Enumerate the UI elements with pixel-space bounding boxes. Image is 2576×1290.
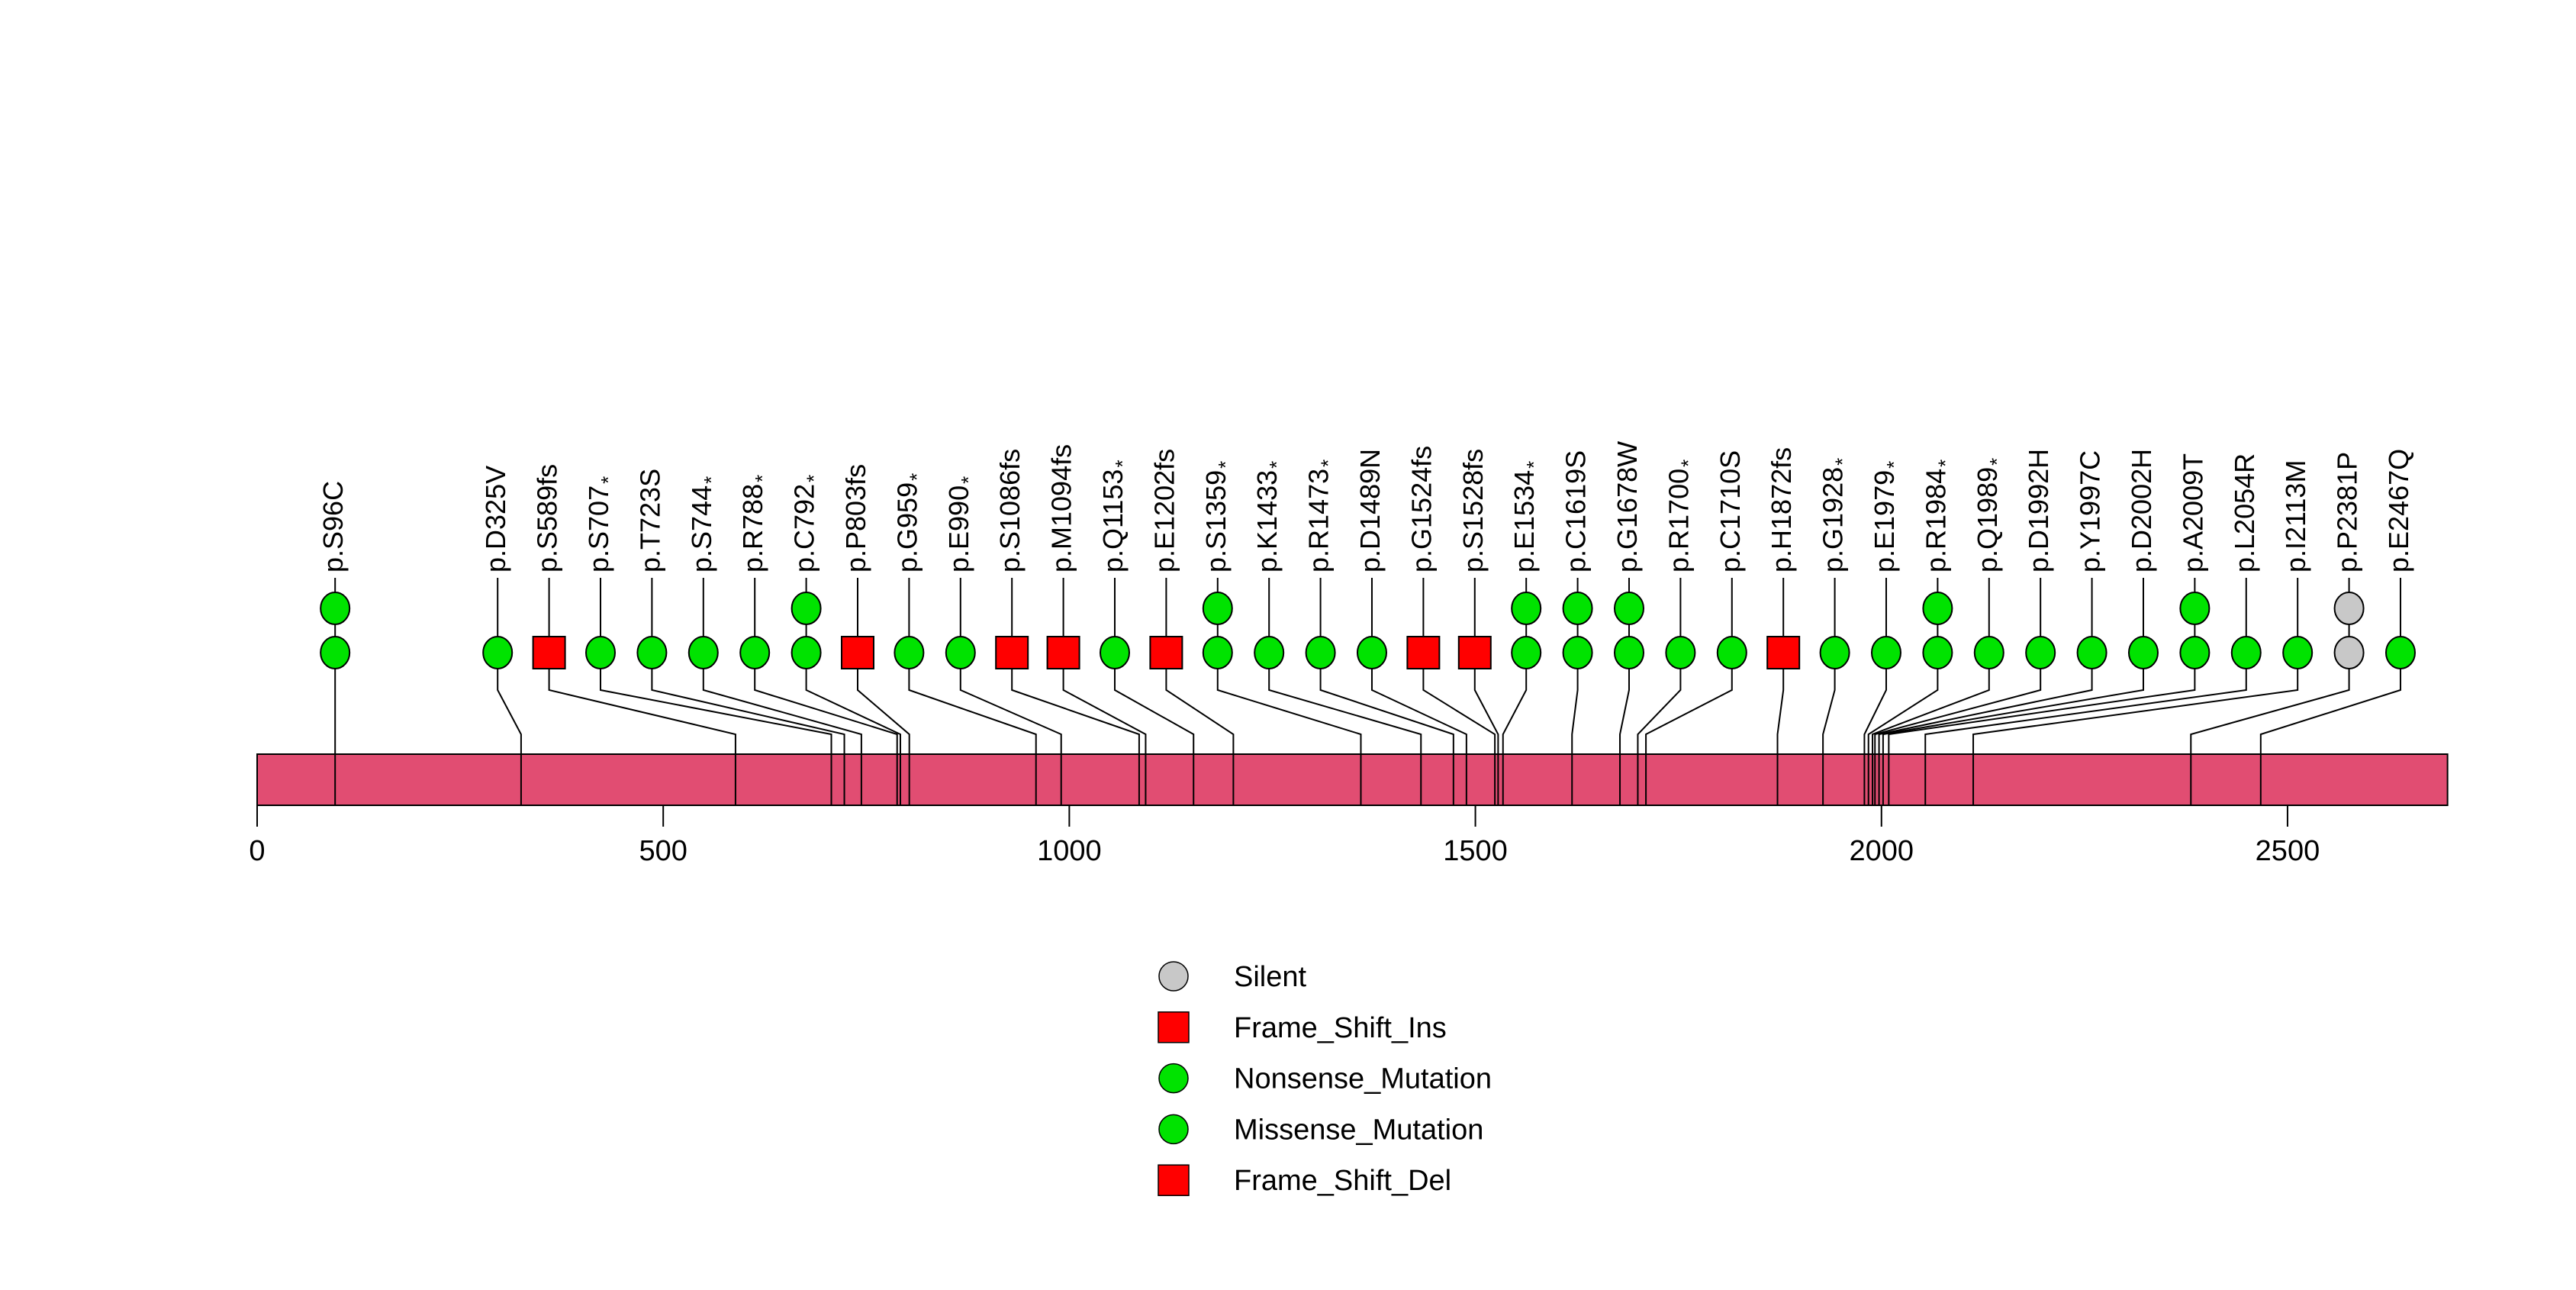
mutation-label: p.S1528fs	[1457, 448, 1489, 572]
mutation-label: p.E2467Q	[2382, 448, 2414, 572]
mutation-label: p.D325V	[480, 465, 512, 572]
mutation-label: $p.E1534_*$	[1509, 460, 1546, 572]
mutation-label: $p.R1700_*$	[1663, 459, 1700, 572]
legend-label: Missense_Mutation	[1234, 1114, 1484, 1146]
mutation-label: p.H1872fs	[1766, 447, 1798, 572]
axis-tick-label: 1000	[1037, 835, 1102, 867]
mutation-label: p.P803fs	[839, 463, 871, 572]
mutation-label: $p.E990_*$	[942, 476, 980, 572]
mutation-label: $p.R1984_*$	[1920, 459, 1957, 572]
mutation-marker-square	[1407, 637, 1439, 669]
mutation-label: p.S589fs	[531, 463, 563, 572]
mutation-marker-circle	[1615, 592, 1644, 624]
mutation-marker-circle	[1563, 592, 1592, 624]
mutation-marker-circle	[1203, 637, 1232, 669]
mutation-marker-square	[842, 637, 874, 669]
mutation-marker-circle	[1975, 637, 2004, 669]
mutation-marker-circle	[1512, 592, 1541, 624]
axis-tick-label: 0	[249, 835, 266, 867]
mutation-marker-circle	[2335, 592, 2364, 624]
mutation-label: p.S96C	[317, 480, 349, 572]
mutation-marker-circle	[1306, 637, 1335, 669]
mutation-label: $p.E1979_*$	[1868, 460, 1905, 572]
mutation-marker-circle	[1872, 637, 1901, 669]
mutation-label: $p.Q1153_*$	[1096, 460, 1134, 572]
legend-label: Frame_Shift_Ins	[1234, 1011, 1447, 1044]
mutation-label: p.D1489N	[1354, 448, 1386, 572]
mutation-marker-circle	[2386, 637, 2415, 669]
mutation-label: p.D2002H	[2125, 448, 2157, 572]
axis-tick-label: 2000	[1849, 835, 1914, 867]
mutation-label: p.C1710S	[1714, 450, 1746, 572]
legend-missense_mutation-icon	[1159, 1114, 1188, 1143]
legend-frame_shift_del-icon	[1158, 1165, 1189, 1195]
mutation-marker-circle	[1923, 592, 1952, 624]
axis-tick-label: 500	[639, 835, 687, 867]
mutation-label: $p.C792_*$	[788, 474, 826, 572]
mutation-label: p.G1524fs	[1406, 445, 1438, 572]
mutation-label: p.G1678W	[1611, 440, 1643, 572]
protein-bar	[257, 754, 2448, 805]
mutation-label: p.P2381P	[2331, 451, 2363, 572]
axis-tick-label: 1500	[1443, 835, 1508, 867]
mutation-marker-square	[1048, 637, 1080, 669]
legend-label: Nonsense_Mutation	[1234, 1063, 1492, 1095]
legend-silent-icon	[1159, 962, 1188, 991]
mutation-label: $p.S1359_*$	[1199, 460, 1237, 572]
mutation-marker-circle	[320, 592, 349, 624]
mutation-marker-circle	[1821, 637, 1850, 669]
mutation-marker-circle	[2335, 637, 2364, 669]
mutation-marker-circle	[1512, 637, 1541, 669]
mutation-marker-circle	[740, 637, 769, 669]
mutation-marker-circle	[2180, 637, 2209, 669]
mutation-marker-circle	[1615, 637, 1644, 669]
legend-label: Silent	[1234, 961, 1307, 993]
mutation-label: p.Y1997C	[2074, 450, 2106, 572]
mutation-marker-circle	[1203, 592, 1232, 624]
mutation-label: p.S1086fs	[994, 448, 1026, 572]
mutation-marker-circle	[2129, 637, 2158, 669]
mutation-marker-circle	[1357, 637, 1386, 669]
mutation-marker-circle	[792, 592, 821, 624]
mutation-marker-circle	[2026, 637, 2055, 669]
legend-frame_shift_ins-icon	[1158, 1012, 1189, 1043]
mutation-label: $p.K1433_*$	[1251, 460, 1289, 572]
mutation-marker-circle	[2283, 637, 2312, 669]
mutation-marker-circle	[586, 637, 615, 669]
mutation-marker-square	[1150, 637, 1182, 669]
mutation-label: p.I2113M	[2280, 460, 2312, 572]
mutation-label: p.M1094fs	[1045, 443, 1077, 572]
mutation-marker-circle	[1100, 637, 1129, 669]
mutation-marker-circle	[2078, 637, 2107, 669]
mutation-marker-circle	[1666, 637, 1695, 669]
mutation-marker-square	[1767, 637, 1799, 669]
mutation-label: $p.R1473_*$	[1302, 459, 1340, 572]
axis-tick-label: 2500	[2255, 835, 2320, 867]
legend-nonsense_mutation-icon	[1159, 1064, 1188, 1093]
mutation-marker-circle	[1718, 637, 1747, 669]
mutation-marker-circle	[637, 637, 666, 669]
mutation-label: p.A2009T	[2177, 453, 2209, 572]
legend-label: Frame_Shift_Del	[1234, 1165, 1452, 1198]
mutation-label: $p.S707_*$	[582, 476, 620, 572]
mutation-marker-circle	[320, 637, 349, 669]
mutation-label: p.T723S	[634, 468, 666, 572]
mutation-marker-circle	[894, 637, 923, 669]
mutation-marker-circle	[792, 637, 821, 669]
mutation-label: p.E1202fs	[1148, 448, 1180, 572]
mutation-label: p.D1992H	[2023, 448, 2055, 572]
mutation-marker-circle	[2232, 637, 2261, 669]
mutation-label: $p.R788_*$	[737, 474, 774, 572]
mutation-label: p.C1619S	[1560, 450, 1592, 572]
mutation-marker-circle	[946, 637, 975, 669]
mutation-marker-circle	[1563, 637, 1592, 669]
mutation-label: $p.G959_*$	[891, 472, 929, 572]
mutation-marker-circle	[1254, 637, 1283, 669]
mutation-label: $p.G1928_*$	[1817, 457, 1854, 572]
mutation-marker-circle	[2180, 592, 2209, 624]
mutation-label: $p.S744_*$	[685, 476, 723, 572]
mutation-marker-circle	[483, 637, 512, 669]
mutation-marker-square	[1459, 637, 1491, 669]
mutation-marker-square	[996, 637, 1028, 669]
mutation-marker-square	[533, 637, 565, 669]
mutation-label: p.L2054R	[2228, 453, 2260, 572]
mutation-marker-circle	[1923, 637, 1952, 669]
mutation-label: $p.Q1989_*$	[1971, 457, 2008, 572]
mutation-marker-circle	[689, 637, 718, 669]
